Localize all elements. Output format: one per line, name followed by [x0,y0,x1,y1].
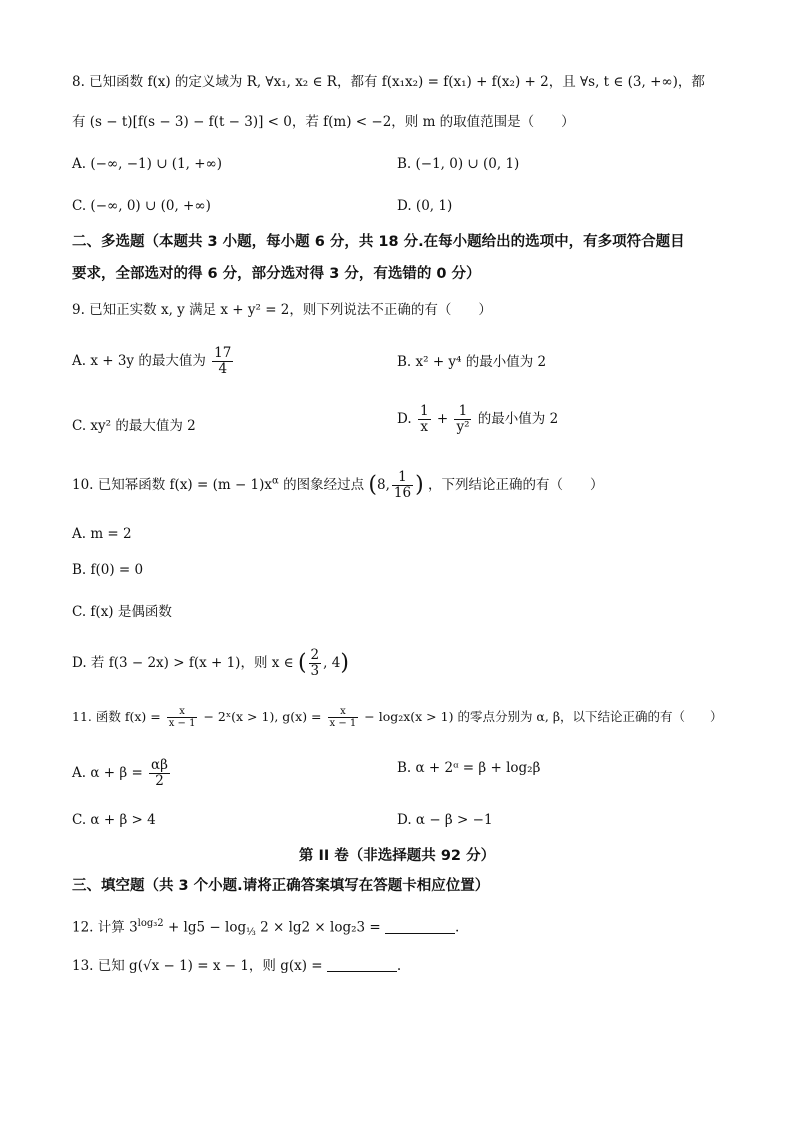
q11-stem-tail: 的零点分别为 α, β，以下结论正确的有（ ） [457,709,723,724]
fraction-denominator: 16 [393,485,412,501]
q11-stem [72,706,723,729]
q9-option-d [397,404,558,435]
fraction-numerator: 17 [214,345,232,361]
q11-stem-pre: 11. 函数 [72,709,121,724]
q9-option-c: C. xy² 的最大值为 2 [72,418,196,434]
q9-option-d-fraction-1 [418,404,431,435]
fraction-numerator: 2 [310,647,320,663]
q11-f-rest: − 2ˣ(x > 1), g(x) = [203,709,322,724]
q10-option-c: C. f(x) 是偶函数 [72,604,172,620]
q10-stem-post: ，下列结论正确的有（ ） [427,477,604,493]
q9-option-a-fraction [212,346,233,377]
q12-stem [72,914,459,943]
q10-stem-mid: 的图象经过点 [283,477,365,493]
q11-option-c: C. α + β > 4 [72,812,156,828]
q10-stem [72,470,603,501]
plus-sign: + [436,411,449,427]
fraction-numerator: 1 [419,403,429,419]
q8-option-b: B. (−1, 0) ∪ (0, 1) [397,156,520,172]
q13-answer-blank[interactable] [327,957,397,972]
fraction-numerator: αβ [151,757,168,773]
q11-option-d: D. α − β > −1 [397,812,493,828]
fraction-numerator: x [328,706,359,718]
q9-option-d-label: D. [397,411,412,427]
q10-option-d [72,648,349,679]
q10-exponent: α [272,475,279,487]
q10-option-d-text: D. 若 f(3 − 2x) > f(x + 1)，则 x ∈ [72,655,294,671]
q11-g-fraction [328,706,359,729]
q9-option-d-fraction-2 [454,404,471,435]
q12-label: 12. 计算 [72,919,125,936]
q8-stem-line2: 有 (s − t)[f(s − 3) − f(t − 3)] < 0，若 f(m) < −2，则 m 的取值范围是（ ） [72,114,575,130]
q11-f-fraction [167,706,198,729]
fraction-denominator: x [420,419,429,435]
q12-mid: + lg5 − log [167,919,247,936]
q10-stem-pre: 10. 已知幂函数 f(x) = (m − 1)x [72,477,273,493]
q11-f-def: f(x) = [124,709,161,724]
q10-option-d-upper: , 4 [323,655,341,671]
q12-period: . [455,919,460,936]
section2-heading-line2: 要求，全部选对的得 6 分，部分选对得 3 分，有选错的 0 分） [72,266,481,282]
q12-base: 3 [129,919,138,936]
q10-point-x: 8, [376,477,390,493]
fraction-denominator: 4 [218,361,228,377]
q10-option-a: A. m = 2 [72,526,132,542]
right-paren: ) [340,650,349,676]
q11-option-b: B. α + 2ᵅ = β + log₂β [397,760,541,776]
q11-option-a-fraction [149,758,170,789]
left-paren: ( [368,472,377,498]
q8-stem-line1: 8. 已知函数 f(x) 的定义域为 R, ∀x₁, x₂ ∈ R，都有 f(x₁x₂) = f(x₁) + f(x₂) + 2，且 ∀s, t ∈ (3, +∞)，都 [72,74,705,90]
q12-log-base: ⅓ [246,927,256,939]
q13-stem [72,956,401,976]
fraction-denominator: y² [456,419,470,435]
q11-option-a [72,758,172,789]
q11-g-rest: − log₂x(x > 1) [364,709,454,724]
q9-option-a-text: A. x + 3y 的最大值为 [72,353,206,369]
fraction-numerator: x [167,706,198,718]
part2-title: 第 II 卷（非选择题共 92 分） [298,848,496,864]
fraction-numerator: 1 [392,470,413,486]
fraction-numerator: 1 [454,404,471,420]
q11-option-a-text: A. α + β = [72,765,143,781]
section2-heading-line1: 二、多选题（本题共 3 小题，每小题 6 分，共 18 分.在每小题给出的选项中，有多项符合题目 [72,234,685,250]
q9-option-d-text: 的最小值为 2 [477,411,559,427]
q9-option-a [72,346,235,377]
fraction-denominator: 2 [155,773,164,789]
fraction-denominator: x − 1 [168,718,196,729]
q13-period: . [396,958,402,974]
left-paren: ( [297,650,307,676]
q10-point-fraction [392,470,413,501]
right-paren: ) [415,472,424,498]
q9-option-b: B. x² + y⁴ 的最小值为 2 [397,354,547,370]
q12-answer-blank[interactable] [385,919,455,934]
q12-exponent: log₃2 [137,918,164,929]
q13-text: 13. 已知 g(√x − 1) = x − 1，则 g(x) = [72,958,323,974]
fraction-denominator: x − 1 [329,718,357,729]
q8-option-a: A. (−∞, −1) ∪ (1, +∞) [72,156,223,172]
q8-option-c: C. (−∞, 0) ∪ (0, +∞) [72,198,211,214]
q12-post: 2 × lg2 × log₂3 = [260,919,381,936]
fraction-denominator: 3 [310,663,320,679]
q8-option-d: D. (0, 1) [397,198,453,214]
q10-option-d-fraction [309,648,322,679]
q10-option-b: B. f(0) = 0 [72,562,144,578]
q9-stem: 9. 已知正实数 x, y 满足 x + y² = 2，则下列说法不正确的有（ ） [72,302,492,318]
section3-heading: 三、填空题（共 3 个小题.请将正确答案填写在答题卡相应位置） [72,878,490,894]
